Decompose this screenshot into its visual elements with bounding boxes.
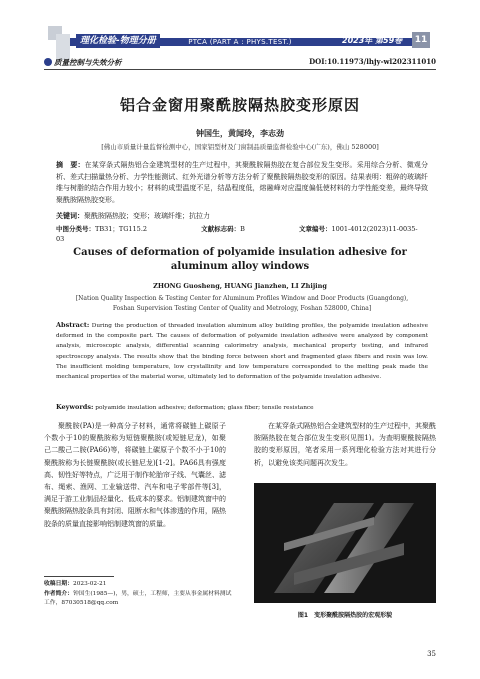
- footnote-rule: [44, 576, 114, 577]
- article-title: 铝合金窗用聚酰胺隔热胶变形原因: [119, 96, 360, 114]
- journal-english-name: PTCA (PART A : PHYS.TEST.): [188, 38, 292, 46]
- page-number: 35: [427, 650, 436, 658]
- issue-badge: 11: [412, 32, 430, 48]
- abstract-cn: 摘 要：在某穿条式隔热铝合金建筑型材的生产过程中，其聚酰胺隔热胶在复合部位发生变形。采用综合分析、微观分析、差式扫描量热分析、力学性能测试、红外光谱分析等方法分析了聚酰胺隔热胶变形的原因。结果表明：粗碎的玻璃纤维与树脂的结合作用力较小；材料的成型温度不足，结晶程度低，熔融峰对应温度偏低使材料的力学性能变差，最终导致聚酰胺隔热胶变形。: [56, 161, 429, 204]
- profile-photo-icon: [254, 483, 436, 603]
- body-left-column: 聚酰胺(PA)是一种高分子材料，通常将碳链上碳原子个数小于10的聚酰胺称为短链聚酰胺(或短链尼龙)，如聚己二酸己二胺(PA66)等，将碳链上碳原子个数不小于10的聚酰胺称为长链聚酰胺(或长链尼龙)[1-2]。PA66具有强度高、韧性好等特点，广泛用于制作轮胎帘子线、气囊丝、滤布、绳索、渔网、工业输送带、汽车和电子零部件等[3]，满足于游工业制品轻量化、低成本的要求。铝制建筑窗中的聚酰胺隔热胶条具有封闭、阻断水和气体渗透的作用，隔热胶条的质量直接影响铝制建筑窗的质量。: [44, 422, 226, 528]
- keywords-cn: 关键词：聚酰胺隔热胶；变形；玻璃纤维；抗拉力: [56, 212, 210, 220]
- footnote: 收稿日期：2023-02-21 作者简介：钟国生(1985—)，男，硕士，工程师，主要从事金属材料测试工作，87030518@qq.com: [44, 581, 232, 606]
- english-title: Causes of deformation of polyamide insulation adhesive for aluminum alloy windows: [73, 247, 407, 272]
- classification-row: 中图分类号：TB31；TG115.2 文献标志码：B 文章编号：1001-4012(2023)11-0035-03: [56, 225, 418, 243]
- section-bullet-icon: [44, 58, 52, 66]
- english-authors: ZHONG Guosheng, HUANG Jianzhen, LI Zhijing: [153, 282, 327, 290]
- abstract-en: Abstract: During the production of threaded insulation aluminum alloy building profiles, the polyamide insulation adhesive deformed in the composite part. The causes of deformation of polyamide insulation adhesive were analyzed by component analysis, microscopic analysis, differential scanning calorimetry analysis, mechanical property testing, and infrared spectroscopy analysis. The results show that the binding force between short and fragmented glass fibers and resin was low. The insufficient molding temperature, low crystallinity and low temperature corresponded to the melting peak made the mechanical properties of the material worse, ultimately led to deformation of the polyamide insulation adhesive.: [56, 321, 428, 381]
- header-rule: [44, 69, 436, 70]
- keywords-en: Keywords: polyamide insulation adhesive; deformation; glass fiber; tensile resistance: [56, 403, 314, 411]
- figure-1-image: [254, 483, 436, 603]
- article-authors: 钟国生，黄闻玲，李志劲: [196, 129, 284, 138]
- journal-brand: 理化检验-物理分册: [76, 34, 160, 48]
- year-volume: 2023年 第59卷: [342, 36, 403, 45]
- english-affiliation: [Nation Quality Inspection & Testing Center for Aluminum Profiles Window and Door Products (Guangdong), Foshan Supervision Testing Center of Quality and Metrology, Foshan 528000, China]: [75, 295, 409, 312]
- article-affiliation: [佛山市质量计量监督检测中心，国家铝型材及门窗制品质量监督检验中心(广东)，佛山 528000]: [101, 143, 379, 151]
- doi: DOI:10.11973/lhjy-wl202311010: [309, 57, 436, 66]
- section-label: 质量控制与失效分析: [44, 57, 122, 68]
- figure-1-caption: 图1 变形聚酰胺隔热胶的宏观形貌: [297, 612, 393, 619]
- body-right-column: 在某穿条式隔热铝合金建筑型材的生产过程中，其聚酰胺隔热胶在复合部位发生变形(见图1)。为查明聚酰胺隔热胶的变形原因，笔者采用一系列理化检验方法对其进行分析，以避免该类问题再次发生。: [254, 422, 436, 467]
